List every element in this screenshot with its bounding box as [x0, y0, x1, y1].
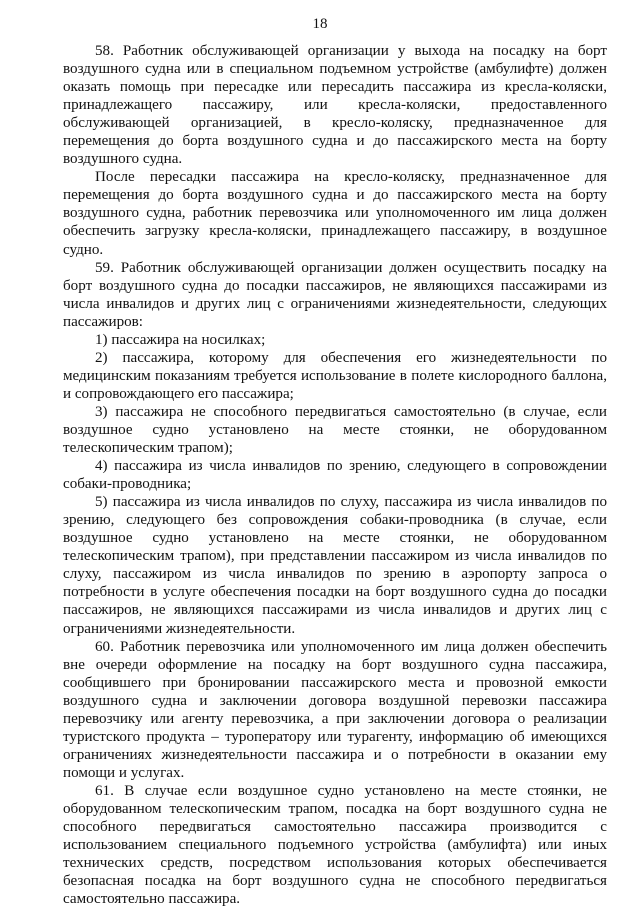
paragraph-59: 59. Работник обслуживающей организации должен осуществить посадку на борт воздушного судна до посадки пассажиров, не являющихся пассажирами из числа инвалидов и других лиц с ограничениями жизнедеятельности, следующих пассажиров:	[63, 259, 607, 330]
list-item-5: 5) пассажира из числа инвалидов по слуху, пассажира из числа инвалидов по зрению, следующего без сопровождения собаки-проводника (в случае, если воздушное судно установлено на месте стоянки, не оборудованном телескопическим трапом), при представлении пассажиром из числа инвалидов по слуху, пассажиром из числа инвалидов по зрению в аэропорту запроса о потребности в услуге обеспечения посадки на борт воздушного судна до посадки пассажиров, не являющихся пассажирами из числа инвалидов и других лиц с ограничениями жизнедеятельности.	[63, 494, 607, 637]
paragraph-58-continued: После пересадки пассажира на кресло-коляску, предназначенное для перемещения до борта воздушного судна и до пассажирского места на борту воздушного судна, работник перевозчика или уполномоченного им лица должен обеспечить загрузку кресла-коляски, принадлежащего пассажиру, в воздушное судно.	[63, 169, 607, 258]
list-item-2: 2) пассажира, которому для обеспечения его жизнедеятельности по медицинским показаниям требуется использование в полете кислородного баллона, и сопровождающего его пассажира;	[63, 349, 607, 402]
paragraph-60: 60. Работник перевозчика или уполномоченного им лица должен обеспечить вне очереди оформление на посадку на борт воздушного судна пассажира, сообщившего при бронировании пассажирского места и провозной емкости воздушного судна и заключении договора воздушной перевозки пассажира перевозчику или агенту перевозчика, а при заключении договора о реализации туристского продукта – туроператору или турагенту, информацию об имеющихся ограничениях жизнедеятельности пассажира и о потребности в оказании ему помощи и услугах.	[63, 638, 607, 781]
paragraph-61: 61. В случае если воздушное судно установлено на месте стоянки, не оборудованном телескопическим трапом, посадка на борт воздушного судна не способного передвигаться самостоятельно пассажира производится с использованием специального подъемного устройства (амбулифта) или иных технических средств, посредством использования которых обеспечивается безопасная посадка на борт воздушного судна не способного передвигаться самостоятельно пассажира.	[63, 782, 607, 908]
paragraph-58: 58. Работник обслуживающей организации у выхода на посадку на борт воздушного судна или в специальном подъемном устройстве (амбулифте) должен оказать помощь при пересадке или пересадить пассажира из кресла-коляски, принадлежащего пассажиру, или кресла-коляски, предоставленного обслуживающей организацией, в кресло-коляску, предназначенное для перемещения до борта воздушного судна и до пассажирского места на борту воздушного судна.	[63, 43, 607, 168]
document-body	[63, 42, 607, 908]
list-item-3: 3) пассажира не способного передвигаться самостоятельно (в случае, если воздушное судно установлено на месте стоянки, не оборудованном телескопическим трапом);	[63, 403, 607, 457]
page-number: 18	[312, 16, 328, 32]
list-item-1: 1) пассажира на носилках;	[95, 331, 266, 348]
list-item-4: 4) пассажира из числа инвалидов по зрению, следующего в сопровождении собаки-проводника;	[63, 458, 607, 493]
